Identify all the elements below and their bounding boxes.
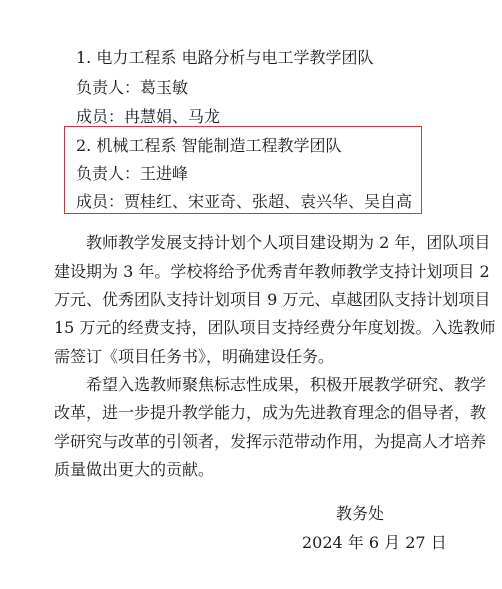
paragraph-1-line-2: 建设期为 3 年。学校将给予优秀青年教师教学支持计划项目 2 xyxy=(54,262,490,281)
team-2-leader: 负责人：王进峰 xyxy=(76,164,189,183)
paragraph-1-line-3: 万元、优秀团队支持计划项目 9 万元、卓越团队支持计划项目 xyxy=(54,290,491,309)
team-1-heading: 1. 电力工程系 电路分析与电工学教学团队 xyxy=(76,48,374,67)
paragraph-2-line-3: 学研究与改革的引领者，发挥示范带动作用，为提高人才培养 xyxy=(54,432,487,451)
team-2-members: 成员：贾桂红、宋亚奇、张超、袁兴华、吴自高 xyxy=(76,192,413,211)
team-1-leader: 负责人：葛玉敏 xyxy=(76,78,189,97)
issuing-office: 教务处 xyxy=(336,504,385,523)
paragraph-1-line-1: 教师教学发展支持计划个人项目建设期为 2 年，团队项目 xyxy=(86,233,491,252)
paragraph-1-line-5: 需签订《项目任务书》，明确建设任务。 xyxy=(54,347,335,366)
paragraph-2-line-4: 质量做出更大的贡献。 xyxy=(54,460,215,479)
paragraph-2-line-2: 改革，进一步提升教学能力，成为先进教育理念的倡导者，教 xyxy=(54,403,487,422)
paragraph-1-line-4: 15 万元的经费支持，团队项目支持经费分年度划拨。入选教师 xyxy=(54,318,496,337)
paragraph-2-line-1: 希望入选教师聚焦标志性成果，积极开展教学研究、教学 xyxy=(86,375,487,394)
issue-date: 2024 年 6 月 27 日 xyxy=(302,533,447,552)
team-2-heading: 2. 机械工程系 智能制造工程教学团队 xyxy=(76,136,342,155)
team-1-members: 成员：冉慧娟、马龙 xyxy=(76,107,221,126)
